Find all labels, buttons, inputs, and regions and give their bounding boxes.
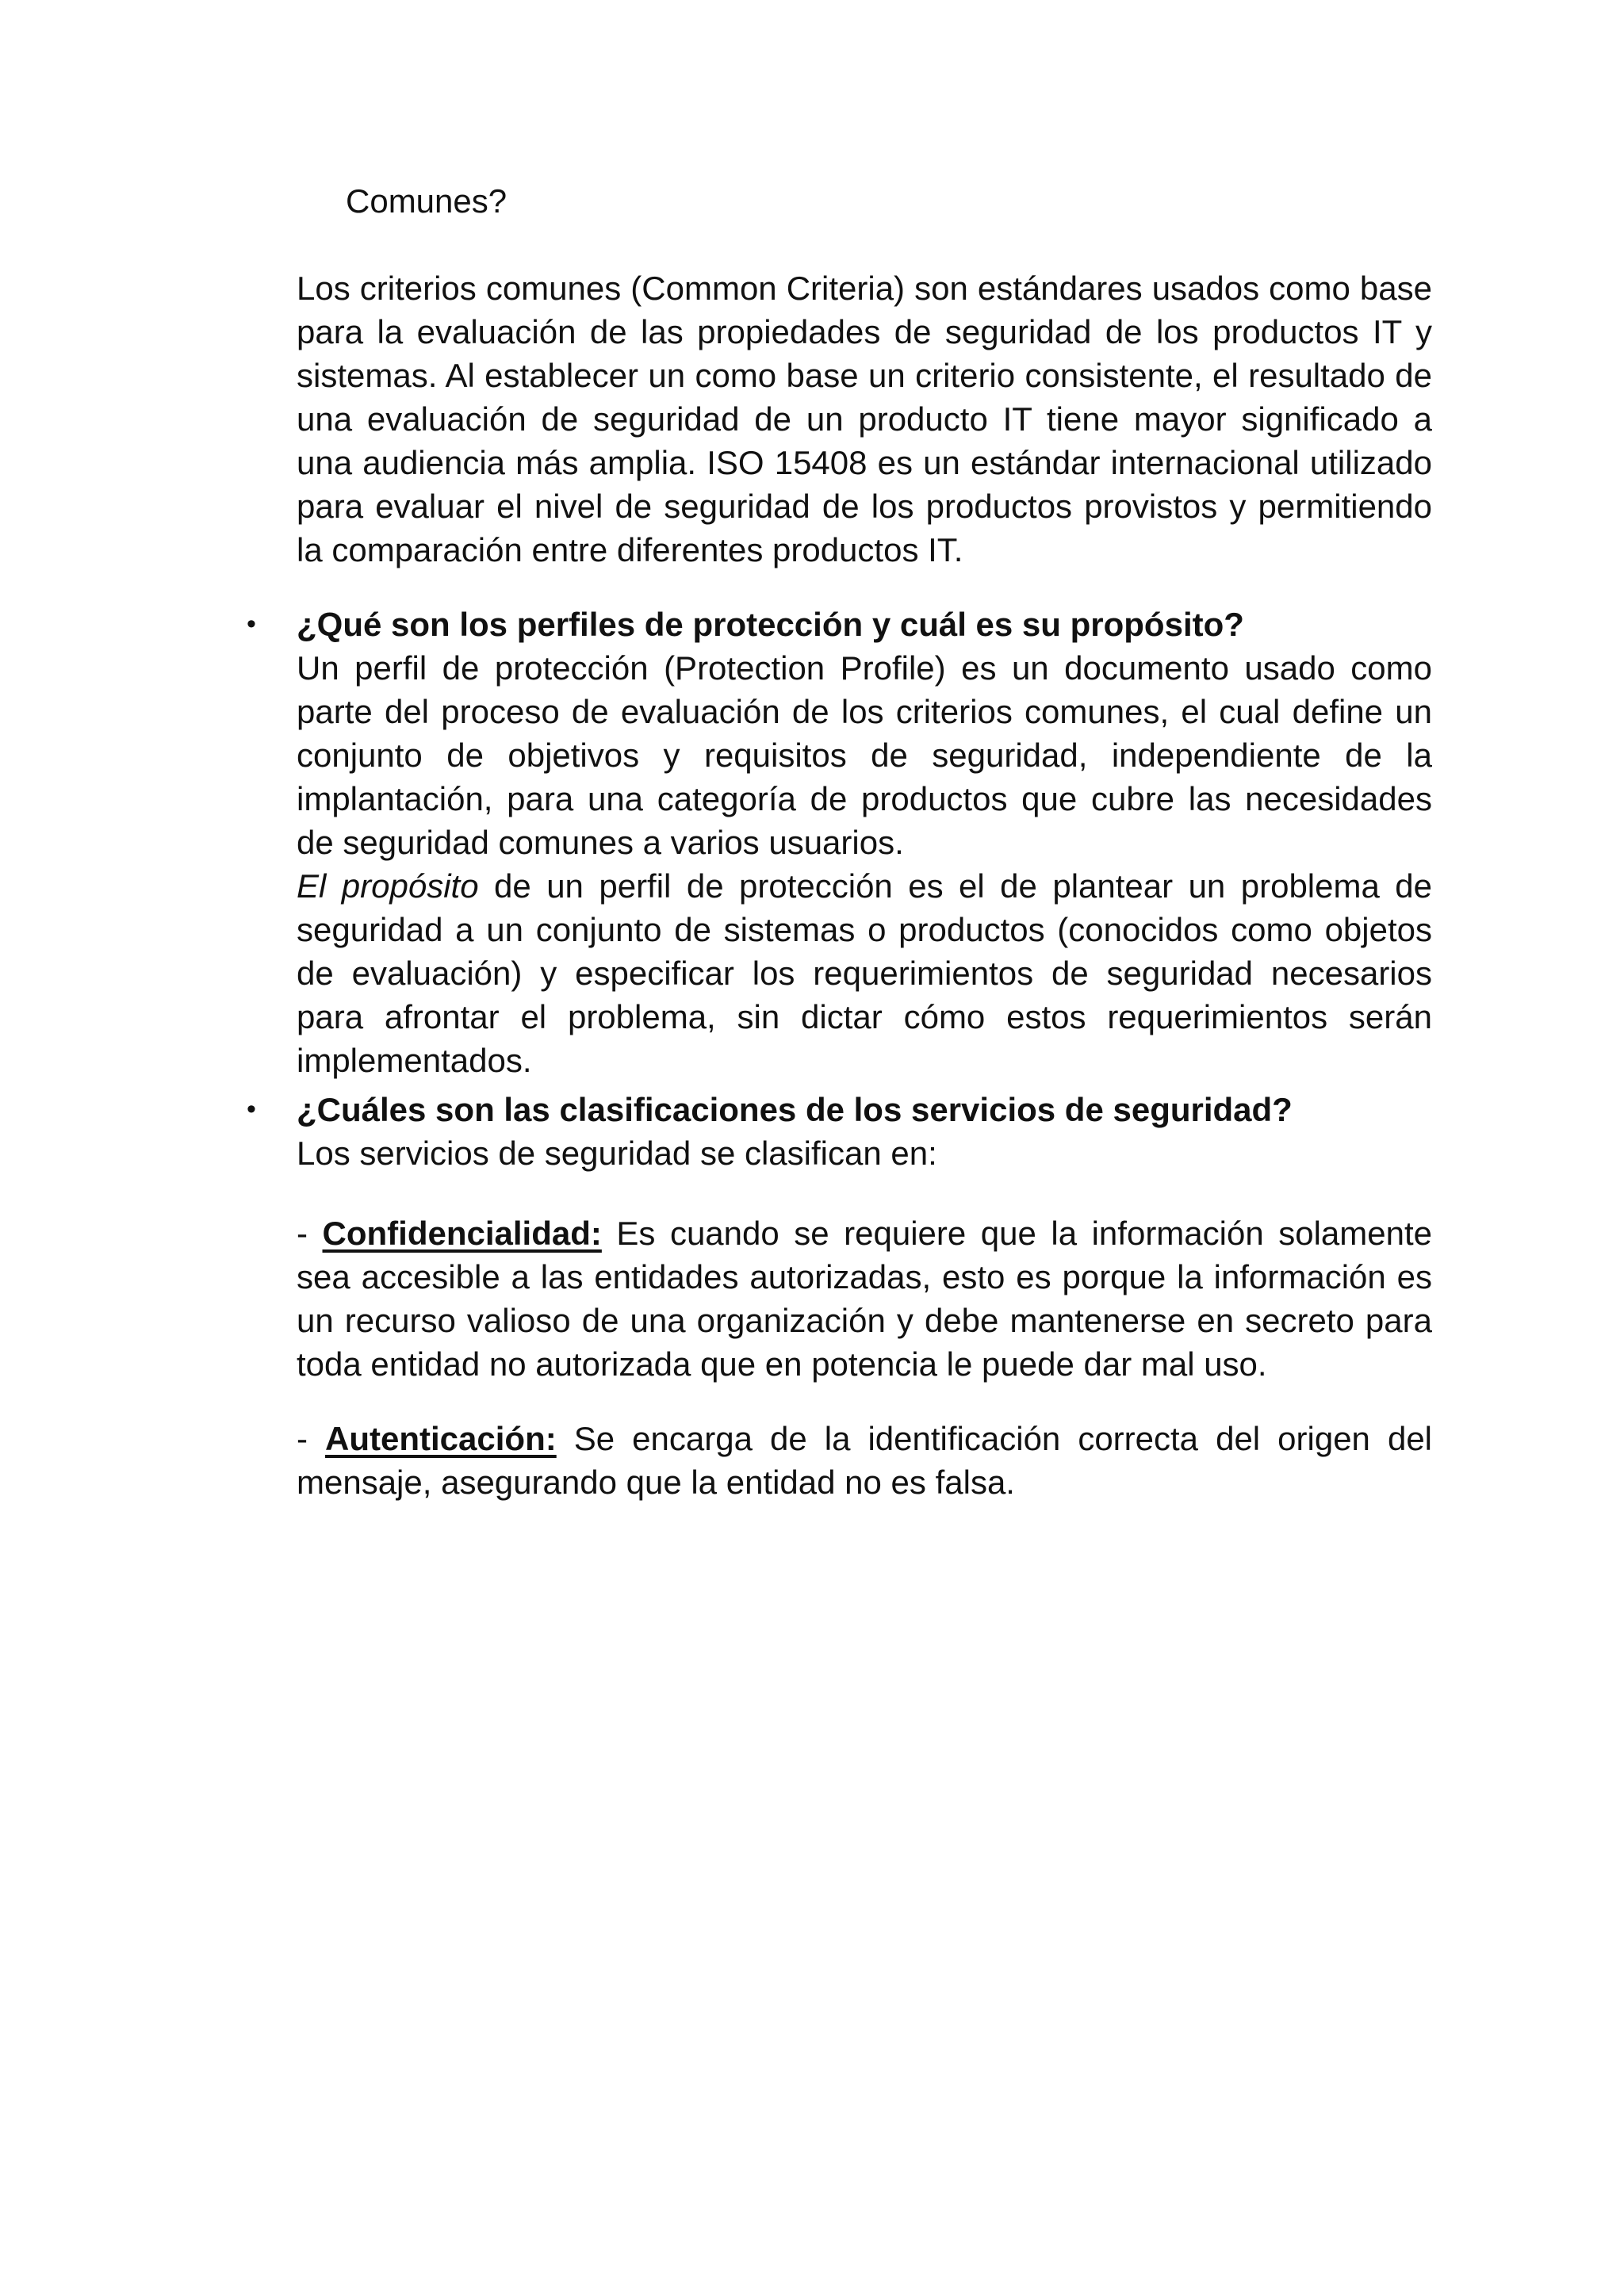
services-question: [297, 1088, 1432, 1131]
protection-profile-definition: Un perfil de protección (Protection Profile) es un documento usado como parte del proceso de evaluación de los criterios comunes, el cual define un conjunto de objetivos y requisitos de seguridad, independiente de la implantación, para una categoría de productos que cubre las necesidades de seguridad comunes a varios usuarios.: [297, 649, 1432, 861]
question-text: ¿Cuáles son las clasificaciones de los servicios de seguridad?: [297, 1091, 1293, 1128]
services-intro: Los servicios de seguridad se clasifican en:: [297, 1135, 937, 1172]
item-dash: -: [297, 1215, 323, 1252]
service-item-confidentiality: [297, 1211, 1432, 1386]
item-text: Es cuando se requiere que la información solamente sea accesible a las entidades autorizadas, esto es porque la información es un recurso valioso de una organización y debe mantenerse en secreto para toda entidad no autorizada que en potencia le puede dar mal uso.: [297, 1215, 1432, 1383]
protection-profile-question: [297, 603, 1432, 646]
item-term: Autenticación:: [325, 1420, 557, 1457]
item-dash: -: [297, 1420, 326, 1457]
service-item-authentication: [297, 1417, 1432, 1504]
purpose-italic: El propósito: [297, 867, 479, 905]
purpose-text: de un perfil de protección es el de plantear un problema de seguridad a un conjunto de sistemas o productos (conocidos como objetos de evaluación) y especificar los requerimientos de seguridad necesarios para afrontar el problema, sin dictar cómo estos requerimientos serán implementados.: [297, 867, 1433, 1079]
item-term: Confidencialidad:: [322, 1215, 602, 1252]
heading-continuation: Comunes?: [346, 182, 508, 220]
bullet-icon: •: [247, 609, 256, 639]
common-criteria-paragraph: Los criterios comunes (Common Criteria) son estándares usados como base para la evaluación de las propiedades de seguridad de los productos IT y sistemas. Al establecer un como base un criterio consistente, el resultado de una evaluación de seguridad de un producto IT tiene mayor significado a una audiencia más amplia. ISO 15408 es un estándar internacional utilizado para evaluar el nivel de seguridad de los productos provistos y permitiendo la comparación entre diferentes productos IT.: [297, 270, 1432, 568]
question-text: ¿Qué son los perfiles de protección y cuál es su propósito?: [297, 606, 1244, 643]
item-text: Se encarga de la identificación correcta del origen del mensaje, asegurando que la entidad no es falsa.: [297, 1420, 1433, 1501]
bullet-icon: •: [247, 1094, 256, 1124]
protection-profile-purpose: [297, 864, 1432, 1082]
